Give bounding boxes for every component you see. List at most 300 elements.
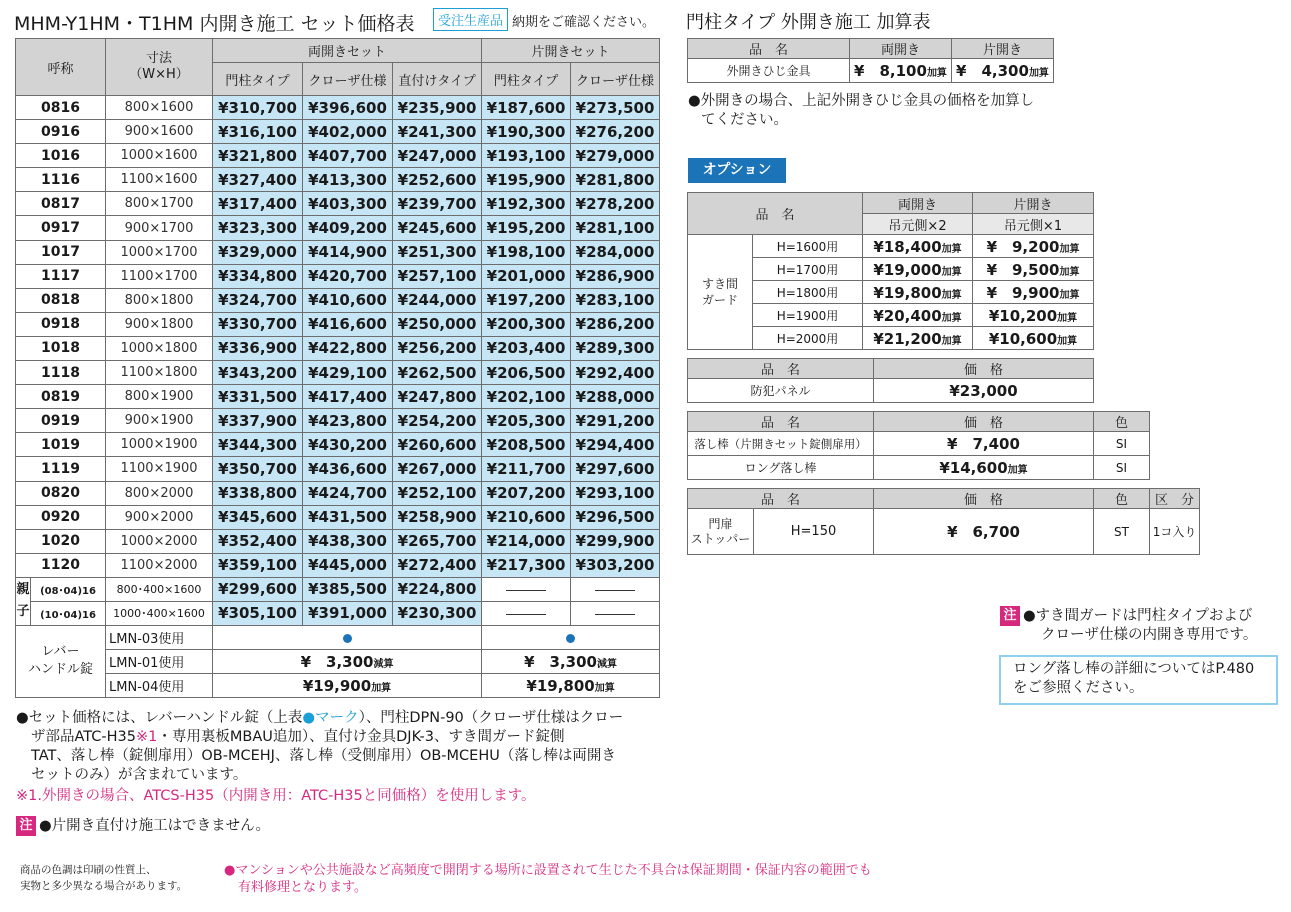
footer-line-2: 実物と多少異なる場合があります。 xyxy=(20,880,188,892)
row-price: ¥289,300 xyxy=(571,336,660,360)
row-price: ¥192,300 xyxy=(482,192,571,216)
gap-guard-label-2: ガード xyxy=(701,293,738,307)
addon-title: 門柱タイプ 外開き施工 加算表 xyxy=(686,12,931,33)
gap-guard-table xyxy=(687,192,1094,350)
row-price: ¥350,700 xyxy=(213,457,303,481)
row-price: ¥420,700 xyxy=(303,264,393,288)
row-size: 1100×1800 xyxy=(106,361,213,385)
row-price: ¥422,800 xyxy=(303,336,393,360)
note-line-3: TAT、落し棒（錠側扉用）OB-MCEHJ、落し棒（受側扉用）OB-MCEHU（落し棒は両開き xyxy=(31,748,616,764)
gap-guard-height: H=1600用 xyxy=(753,235,863,258)
row-price: ¥403,300 xyxy=(303,192,393,216)
addon-header-name: 品 名 xyxy=(688,39,850,59)
row-price: ¥344,300 xyxy=(213,433,303,457)
table-row xyxy=(16,312,660,336)
row-price: ¥293,100 xyxy=(571,481,660,505)
row-price: ¥281,800 xyxy=(571,168,660,192)
row-size: 800×1800 xyxy=(106,288,213,312)
header-double-closer: クローザ仕様 xyxy=(303,63,393,96)
row-code: 0818 xyxy=(16,288,106,312)
row-price: ¥327,400 xyxy=(213,168,303,192)
row-price: ¥239,700 xyxy=(393,192,482,216)
drop-bolt-header-color: 色 xyxy=(1094,412,1150,432)
gap-guard-label xyxy=(688,235,753,350)
stopper-color: ST xyxy=(1094,509,1150,555)
not-available-dash xyxy=(482,601,571,625)
gap-guard-header-single: 片開き xyxy=(973,193,1094,214)
double-lmn04-price xyxy=(213,673,482,697)
row-price: ¥334,800 xyxy=(213,264,303,288)
add-tag: 加算 xyxy=(941,266,962,278)
row-price: ¥330,700 xyxy=(213,312,303,336)
gap-guard-double-value: ¥19,000 xyxy=(873,260,942,279)
row-price: ¥187,600 xyxy=(482,96,571,120)
row-price: ¥345,600 xyxy=(213,505,303,529)
row-price: ¥262,500 xyxy=(393,361,482,385)
add-tag: 加算 xyxy=(926,68,947,79)
table-row xyxy=(16,240,660,264)
footer-color-note xyxy=(20,862,187,894)
main-title: MHM-Y1HM・T1HM 内開き施工 セット価格表 xyxy=(14,13,415,35)
gap-guard-double-price xyxy=(863,258,973,281)
oyako-code-1: (08･04)16 xyxy=(31,577,106,601)
gap-guard-sub-double: 吊元側×2 xyxy=(863,214,973,235)
oyako-size-1: 800･400×1600 xyxy=(106,577,213,601)
footnote-1: ※1.外開きの場合、ATCS-H35（内開き用：ATC-H35と同価格）を使用します。 xyxy=(16,788,536,804)
row-price: ¥359,100 xyxy=(213,553,303,577)
row-price: ¥250,000 xyxy=(393,312,482,336)
row-code: 1018 xyxy=(16,336,106,360)
gap-guard-note xyxy=(1000,606,1290,645)
note-text: ●セット価格には、レバーハンドル錠（上表 xyxy=(16,710,303,726)
row-price: ¥436,600 xyxy=(303,457,393,481)
row-price: ¥303,200 xyxy=(571,553,660,577)
dot-icon xyxy=(343,634,352,643)
lever-label-1: レバー xyxy=(41,644,80,660)
not-available-dash xyxy=(482,577,571,601)
drop-bolt-header-price: 価 格 xyxy=(874,412,1094,432)
note-mark: ●マーク xyxy=(302,710,359,726)
note-text: ザ部品ATC-H35 xyxy=(31,729,137,745)
row-price: ¥195,900 xyxy=(482,168,571,192)
row-price: ¥438,300 xyxy=(303,529,393,553)
gap-guard-note-line-1 xyxy=(1000,606,1290,626)
row-price: ¥430,200 xyxy=(303,433,393,457)
addon-note-line-1: ●外開きの場合、上記外開きひじ金具の価格を加算し xyxy=(688,93,1035,109)
oyako-code-2: (10･04)16 xyxy=(31,601,106,625)
add-tag: 加算 xyxy=(941,312,962,324)
row-price: ¥205,300 xyxy=(482,409,571,433)
gap-guard-double-value: ¥21,200 xyxy=(873,329,942,348)
security-panel-name: 防犯パネル xyxy=(688,379,874,403)
row-size: 900×2000 xyxy=(106,505,213,529)
gap-guard-single-value: ¥ 9,500 xyxy=(986,260,1060,279)
addon-item-name: 外開きひじ金具 xyxy=(688,59,850,83)
row-price: ¥291,200 xyxy=(571,409,660,433)
footer-line-3: ●マンションや公共施設など高頻度で開閉する場所に設置されて生じた不具合は保証期間・保証内容の範囲でも xyxy=(224,863,872,878)
ref-box-line-1: ロング落し棒の詳細についてはP.480 xyxy=(1013,661,1255,677)
gap-guard-header-name: 品 名 xyxy=(688,193,863,235)
chu-note xyxy=(16,816,676,836)
row-price: ¥299,900 xyxy=(571,529,660,553)
row-size: 1100×2000 xyxy=(106,553,213,577)
stopper-name xyxy=(688,509,754,555)
add-tag: 加算 xyxy=(941,243,962,255)
oyako-price: ¥299,600 xyxy=(213,577,303,601)
gap-guard-single-value: ¥ 9,900 xyxy=(986,283,1060,302)
row-code: 0820 xyxy=(16,481,106,505)
addon-double-value: ¥ 8,100 xyxy=(854,62,927,80)
double-included-mark xyxy=(213,625,482,649)
row-price: ¥413,300 xyxy=(303,168,393,192)
note-text: ・専用裏板MBAU追加）、直付け金具DJK-3、すき間ガード錠側 xyxy=(157,729,565,745)
table-row xyxy=(16,192,660,216)
row-price: ¥283,100 xyxy=(571,288,660,312)
row-price: ¥193,100 xyxy=(482,144,571,168)
row-code: 0916 xyxy=(16,120,106,144)
row-code: 1119 xyxy=(16,457,106,481)
row-price: ¥445,000 xyxy=(303,553,393,577)
gap-guard-double-price xyxy=(863,281,973,304)
row-price: ¥281,100 xyxy=(571,216,660,240)
row-code: 1116 xyxy=(16,168,106,192)
row-price: ¥241,300 xyxy=(393,120,482,144)
row-price: ¥214,000 xyxy=(482,529,571,553)
footer-line-4: 有料修理となります。 xyxy=(238,880,367,895)
lever-label-2: ハンドル錠 xyxy=(28,662,94,678)
row-price: ¥407,700 xyxy=(303,144,393,168)
oyako-price: ¥230,300 xyxy=(393,601,482,625)
row-price: ¥409,200 xyxy=(303,216,393,240)
main-title-row xyxy=(14,6,674,34)
gap-guard-height: H=2000用 xyxy=(753,327,863,350)
row-code: 0919 xyxy=(16,409,106,433)
not-available-dash xyxy=(571,601,660,625)
row-price: ¥424,700 xyxy=(303,481,393,505)
row-price: ¥337,900 xyxy=(213,409,303,433)
row-price: ¥288,000 xyxy=(571,385,660,409)
oyako-price: ¥385,500 xyxy=(303,577,393,601)
row-size: 1100×1900 xyxy=(106,457,213,481)
row-price: ¥258,900 xyxy=(393,505,482,529)
table-row xyxy=(16,505,660,529)
row-size: 1000×1800 xyxy=(106,336,213,360)
row-price: ¥197,200 xyxy=(482,288,571,312)
subtract-tag: 減算 xyxy=(597,658,617,670)
table-row xyxy=(16,553,660,577)
single-included-mark xyxy=(482,625,660,649)
header-single-closer: クローザ仕様 xyxy=(571,63,660,96)
made-to-order-badge: 受注生産品 xyxy=(433,8,508,31)
row-price: ¥294,400 xyxy=(571,433,660,457)
security-panel-table xyxy=(687,358,1094,403)
long-drop-bolt-ref-box xyxy=(999,655,1278,705)
row-size: 1000×1600 xyxy=(106,144,213,168)
stopper-header-unit: 区 分 xyxy=(1150,489,1200,509)
addon-single-price xyxy=(952,59,1054,83)
row-price: ¥276,200 xyxy=(571,120,660,144)
caution-icon: 注 xyxy=(1000,606,1020,626)
row-price: ¥260,600 xyxy=(393,433,482,457)
single-lmn01-value: ¥ 3,300 xyxy=(524,652,597,671)
row-price: ¥267,000 xyxy=(393,457,482,481)
row-code: 0819 xyxy=(16,385,106,409)
security-panel-header-name: 品 名 xyxy=(688,359,874,379)
gap-guard-note-text-1: ●すき間ガードは門柱タイプおよび xyxy=(1023,608,1253,624)
long-drop-bolt-price xyxy=(874,456,1094,480)
double-lmn01-value: ¥ 3,300 xyxy=(300,652,374,671)
gap-guard-label-1: すき間 xyxy=(701,277,738,291)
addon-header-single: 片開き xyxy=(952,39,1054,59)
add-tag: 加算 xyxy=(1059,289,1080,301)
gap-guard-single-value: ¥ 9,200 xyxy=(986,237,1060,256)
row-price: ¥251,300 xyxy=(393,240,482,264)
add-tag: 加算 xyxy=(371,682,392,694)
row-price: ¥284,000 xyxy=(571,240,660,264)
table-row xyxy=(16,336,660,360)
table-row xyxy=(16,481,660,505)
header-single-mon: 門柱タイプ xyxy=(482,63,571,96)
add-tag: 加算 xyxy=(1057,312,1078,324)
gap-guard-double-value: ¥20,400 xyxy=(873,306,942,325)
row-price: ¥416,600 xyxy=(303,312,393,336)
gap-guard-single-price xyxy=(973,235,1094,258)
add-tag: 加算 xyxy=(1059,243,1080,255)
stopper-qty: 1コ入り xyxy=(1150,509,1200,555)
drop-bolt-price: ¥ 7,400 xyxy=(874,432,1094,456)
row-price: ¥331,500 xyxy=(213,385,303,409)
row-price: ¥265,700 xyxy=(393,529,482,553)
gap-guard-single-value: ¥10,200 xyxy=(988,306,1058,325)
add-tag: 加算 xyxy=(1007,465,1028,476)
row-price: ¥198,100 xyxy=(482,240,571,264)
row-price: ¥210,600 xyxy=(482,505,571,529)
row-size: 900×1700 xyxy=(106,216,213,240)
oyako-label xyxy=(16,577,31,625)
chu-note-text: ●片開き直付け施工はできません。 xyxy=(39,818,271,834)
row-code: 1117 xyxy=(16,264,106,288)
stopper-height: H=150 xyxy=(754,509,874,555)
row-price: ¥273,500 xyxy=(571,96,660,120)
row-size: 1000×2000 xyxy=(106,529,213,553)
gap-guard-double-price xyxy=(863,304,973,327)
table-row xyxy=(16,144,660,168)
table-row xyxy=(16,361,660,385)
gap-guard-single-value: ¥10,600 xyxy=(988,329,1058,348)
row-code: 1020 xyxy=(16,529,106,553)
row-size: 800×1600 xyxy=(106,96,213,120)
table-row xyxy=(16,433,660,457)
row-code: 1120 xyxy=(16,553,106,577)
row-price: ¥195,200 xyxy=(482,216,571,240)
row-code: 1016 xyxy=(16,144,106,168)
row-size: 800×1900 xyxy=(106,385,213,409)
table-row xyxy=(16,457,660,481)
row-size: 800×2000 xyxy=(106,481,213,505)
table-row xyxy=(16,216,660,240)
row-code: 1019 xyxy=(16,433,106,457)
row-price: ¥206,500 xyxy=(482,361,571,385)
row-price: ¥321,800 xyxy=(213,144,303,168)
addon-note-line-2: てください。 xyxy=(701,112,788,128)
row-price: ¥208,500 xyxy=(482,433,571,457)
lmn01-label: LMN-01使用 xyxy=(106,649,213,673)
table-row xyxy=(16,96,660,120)
ref-box-line-2: をご参照ください。 xyxy=(1013,680,1144,696)
row-code: 0917 xyxy=(16,216,106,240)
drop-bolt-header-name: 品 名 xyxy=(688,412,874,432)
set-price-notes xyxy=(16,709,676,836)
row-price: ¥247,000 xyxy=(393,144,482,168)
stopper-name-2: ストッパー xyxy=(690,531,751,546)
footer-line-1: 商品の色調は印刷の性質上、 xyxy=(20,864,157,876)
row-price: ¥414,900 xyxy=(303,240,393,264)
addon-single-value: ¥ 4,300 xyxy=(956,62,1029,80)
security-panel-header-price: 価 格 xyxy=(874,359,1094,379)
option-label: オプション xyxy=(688,158,786,183)
gap-guard-height: H=1800用 xyxy=(753,281,863,304)
stopper-price: ¥ 6,700 xyxy=(874,509,1094,555)
row-price: ¥336,900 xyxy=(213,336,303,360)
oyako-price: ¥224,800 xyxy=(393,577,482,601)
add-tag: 加算 xyxy=(594,682,615,694)
row-price: ¥257,100 xyxy=(393,264,482,288)
not-available-dash xyxy=(571,577,660,601)
gap-guard-double-price xyxy=(863,235,973,258)
row-price: ¥417,400 xyxy=(303,385,393,409)
stopper-name-1: 門扉 xyxy=(708,516,733,531)
table-row xyxy=(16,288,660,312)
oyako-label-1: 親 xyxy=(16,582,30,598)
header-size-unit: （W×H） xyxy=(129,67,189,82)
gap-guard-double-value: ¥19,800 xyxy=(873,283,942,302)
add-tag: 加算 xyxy=(1059,266,1080,278)
header-double-direct: 直付けタイプ xyxy=(393,63,482,96)
header-double-mon: 門柱タイプ xyxy=(213,63,303,96)
note-text: ）、門柱DPN-90（クローザ仕様はクロー xyxy=(358,710,624,726)
single-lmn04-value: ¥19,800 xyxy=(526,676,595,695)
caution-icon: 注 xyxy=(16,816,36,836)
double-lmn04-value: ¥19,900 xyxy=(302,676,372,695)
gap-guard-single-price xyxy=(973,281,1094,304)
gate-stopper-table xyxy=(687,488,1200,555)
footnote-ref: ※1 xyxy=(136,729,158,745)
row-price: ¥190,300 xyxy=(482,120,571,144)
row-size: 1100×1700 xyxy=(106,264,213,288)
footer-warranty-note xyxy=(224,862,872,896)
row-price: ¥203,400 xyxy=(482,336,571,360)
row-price: ¥247,800 xyxy=(393,385,482,409)
row-size: 800×1700 xyxy=(106,192,213,216)
oyako-label-2: 子 xyxy=(16,604,30,620)
addon-table xyxy=(687,38,1054,83)
row-price: ¥254,200 xyxy=(393,409,482,433)
row-price: ¥324,700 xyxy=(213,288,303,312)
stopper-header-color: 色 xyxy=(1094,489,1150,509)
table-row xyxy=(16,409,660,433)
stopper-header-name: 品 名 xyxy=(688,489,874,509)
double-lmn01-price xyxy=(213,649,482,673)
gap-guard-note-text-2: クローザ仕様の内開き専用です。 xyxy=(1041,627,1258,643)
oyako-price: ¥305,100 xyxy=(213,601,303,625)
subtract-tag: 減算 xyxy=(373,658,394,670)
gap-guard-single-price xyxy=(973,327,1094,350)
row-price: ¥252,100 xyxy=(393,481,482,505)
gap-guard-sub-single: 吊元側×1 xyxy=(973,214,1094,235)
row-price: ¥317,400 xyxy=(213,192,303,216)
gap-guard-height: H=1900用 xyxy=(753,304,863,327)
row-size: 1100×1600 xyxy=(106,168,213,192)
row-price: ¥296,500 xyxy=(571,505,660,529)
header-size-label: 寸法 xyxy=(146,51,173,66)
table-row xyxy=(16,168,660,192)
drop-bolt-color: SI xyxy=(1094,432,1150,456)
row-code: 0920 xyxy=(16,505,106,529)
long-drop-bolt-name: ロング落し棒 xyxy=(688,456,874,480)
row-size: 900×1800 xyxy=(106,312,213,336)
row-price: ¥329,000 xyxy=(213,240,303,264)
lever-handle-label xyxy=(16,625,106,697)
add-tag: 加算 xyxy=(1028,68,1049,79)
row-price: ¥211,700 xyxy=(482,457,571,481)
row-size: 900×1600 xyxy=(106,120,213,144)
stopper-header-price: 価 格 xyxy=(874,489,1094,509)
row-price: ¥402,000 xyxy=(303,120,393,144)
gap-guard-header-double: 両開き xyxy=(863,193,973,214)
row-price: ¥316,100 xyxy=(213,120,303,144)
row-price: ¥200,300 xyxy=(482,312,571,336)
row-price: ¥286,900 xyxy=(571,264,660,288)
drop-bolt-table xyxy=(687,411,1150,480)
row-price: ¥431,500 xyxy=(303,505,393,529)
addon-note xyxy=(688,92,1068,130)
addon-double-price xyxy=(850,59,952,83)
row-price: ¥338,800 xyxy=(213,481,303,505)
row-price: ¥272,400 xyxy=(393,553,482,577)
row-code: 0918 xyxy=(16,312,106,336)
row-price: ¥235,900 xyxy=(393,96,482,120)
delivery-note: 納期をご確認ください。 xyxy=(512,15,656,30)
add-tag: 加算 xyxy=(941,289,962,301)
dot-icon xyxy=(566,634,575,643)
header-double-set: 両開きセット xyxy=(213,39,482,63)
row-price: ¥279,000 xyxy=(571,144,660,168)
row-price: ¥297,600 xyxy=(571,457,660,481)
row-price: ¥352,400 xyxy=(213,529,303,553)
gap-guard-double-value: ¥18,400 xyxy=(873,237,942,256)
gap-guard-height: H=1700用 xyxy=(753,258,863,281)
row-code: 0817 xyxy=(16,192,106,216)
row-price: ¥252,600 xyxy=(393,168,482,192)
table-row xyxy=(16,120,660,144)
table-row xyxy=(16,264,660,288)
note-line-1 xyxy=(16,709,676,728)
note-line-4: セットのみ）が含まれています。 xyxy=(31,767,248,783)
row-size: 1000×1700 xyxy=(106,240,213,264)
row-price: ¥310,700 xyxy=(213,96,303,120)
row-price: ¥278,200 xyxy=(571,192,660,216)
row-price: ¥202,100 xyxy=(482,385,571,409)
gap-guard-single-price xyxy=(973,258,1094,281)
long-drop-bolt-color: SI xyxy=(1094,456,1150,480)
row-price: ¥396,600 xyxy=(303,96,393,120)
table-row xyxy=(16,529,660,553)
add-tag: 加算 xyxy=(1057,335,1078,347)
long-drop-bolt-value: ¥14,600 xyxy=(939,459,1008,477)
add-tag: 加算 xyxy=(941,335,962,347)
lmn04-label: LMN-04使用 xyxy=(106,673,213,697)
oyako-size-2: 1000･400×1600 xyxy=(106,601,213,625)
